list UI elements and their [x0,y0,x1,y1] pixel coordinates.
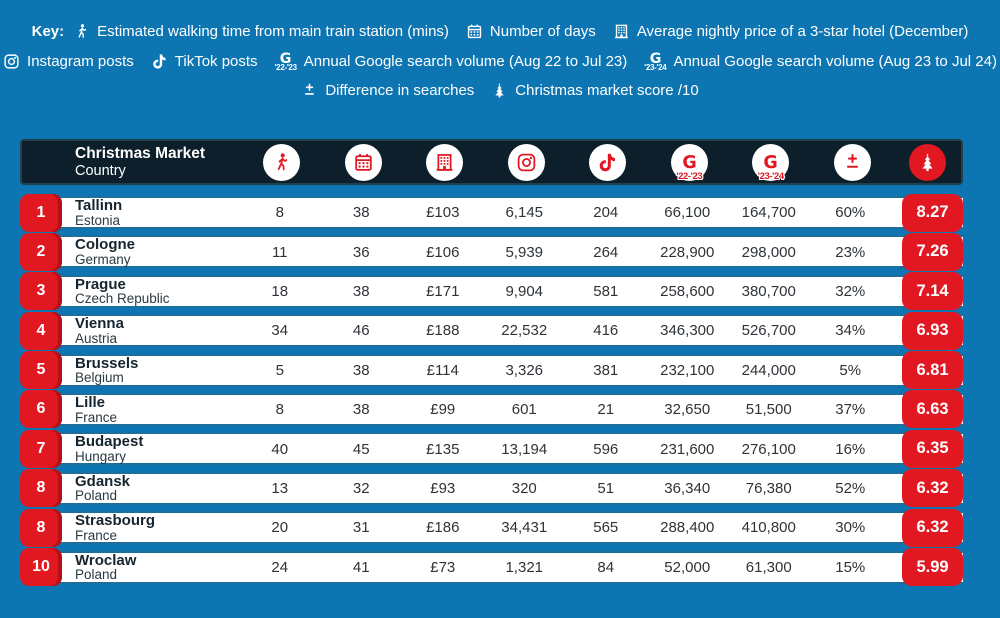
column-header-google [730,144,812,181]
table-row [30,196,963,229]
cell-diff: 32% [835,283,866,301]
column-header-tree [893,144,961,181]
key-item [275,50,628,72]
header-icon-circle [508,144,545,181]
cell-search_23_24: 51,500 [745,401,792,419]
cell-search_22_23: 288,400 [660,519,715,537]
cell-tiktok: 565 [593,519,619,537]
cell-walk: 18 [271,283,289,301]
cell-search_22_23: 52,000 [664,558,711,576]
cell-walk: 40 [271,440,289,458]
walk-icon [73,23,90,40]
cell-tiktok: 204 [593,204,619,222]
hotel-icon [613,23,630,40]
key-item [151,53,258,70]
cell-instagram: 34,431 [501,519,548,537]
table-header-title [22,145,241,179]
country-name: Estonia [75,212,121,228]
cell-walk: 8 [275,401,284,419]
cell-search_22_23: 346,300 [660,322,715,340]
rank-badge: 7 [20,430,62,468]
header-icon-circle [589,144,626,181]
country-name: Belgium [75,370,124,386]
table-row [30,432,963,465]
cell-search_23_24: 61,300 [745,558,792,576]
key-item-text: Average nightly price of a 3-star hotel (December) [636,23,969,40]
tiktok-icon [151,53,168,70]
cell-instagram: 13,194 [501,440,548,458]
cell-price: £186 [426,519,460,537]
cell-diff: 30% [835,519,866,537]
key-item-text: Annual Google search volume (Aug 22 to Jul 23) [303,52,628,70]
table-row [30,354,963,387]
city-name: Gdansk [75,472,131,490]
cell-tiktok: 416 [593,322,619,340]
city-name: Budapest [75,433,144,451]
cell-diff: 60% [835,204,866,222]
city-name: Tallinn [75,197,123,214]
city-name: Cologne [75,236,135,254]
key-item [301,82,474,99]
key-item [466,23,596,40]
table-header-row [20,139,963,185]
cell-price: £171 [426,283,460,301]
cell-instagram: 1,321 [505,558,544,576]
cell-days: 38 [352,283,370,301]
ranking-table [20,139,963,590]
score-badge: 7.26 [902,233,963,271]
google-icon: '23-'24 [760,152,781,173]
city-name: Lille [75,393,106,411]
cell-tiktok: 51 [597,480,615,498]
plus-minus-icon [301,82,318,99]
score-badge: 8.27 [902,194,963,232]
cell-price: £135 [426,440,460,458]
key-line [3,50,997,72]
tree-icon [917,152,938,173]
cell-search_22_23: 228,900 [660,243,715,261]
hotel-icon [434,152,455,173]
column-header-calendar [323,144,405,181]
instagram-icon [516,152,537,173]
table-row [30,472,963,505]
table-row [30,314,963,347]
cell-days: 38 [352,204,370,222]
header-icon-circle [671,144,708,181]
column-header-google [649,144,731,181]
cell-search_22_23: 66,100 [664,204,711,222]
cell-search_23_24: 410,800 [741,519,796,537]
cell-diff: 34% [835,322,866,340]
cell-tiktok: 581 [593,283,619,301]
cell-price: £103 [426,204,460,222]
table-row [30,511,963,544]
rank-badge: 8 [20,469,62,507]
country-name: Hungary [75,448,127,464]
cell-tiktok: 21 [597,401,615,419]
google-icon: '22-'23 [679,152,700,173]
cell-tiktok: 264 [593,243,619,261]
google-icon: '22-'23 [275,50,297,72]
key-label: Key: [31,23,65,40]
key-legend [0,23,1000,99]
column-header-instagram [486,144,568,181]
header-icon-circle [834,144,871,181]
city-name: Wroclaw [75,551,137,569]
cell-days: 38 [352,361,370,379]
key-item-text: Number of days [489,23,596,40]
walk-icon [271,152,292,173]
country-name: Poland [75,567,118,583]
city-name: Prague [75,275,126,293]
cell-price: £99 [430,401,456,419]
country-name: France [75,409,118,425]
cell-tiktok: 84 [597,558,615,576]
cell-walk: 24 [271,558,289,576]
table-row [30,551,963,584]
calendar-icon [353,152,374,173]
cell-days: 41 [352,558,370,576]
tiktok-icon [597,152,618,173]
cell-search_22_23: 36,340 [664,480,711,498]
rank-badge: 5 [20,351,62,389]
cell-instagram: 320 [511,480,537,498]
instagram-icon [3,53,20,70]
table-row [30,275,963,308]
country-name: France [75,527,118,543]
cell-days: 45 [352,440,370,458]
country-name: Germany [75,251,131,267]
rank-badge: 2 [20,233,62,271]
score-badge: 6.32 [902,509,963,547]
key-item [613,23,969,40]
cell-search_23_24: 276,100 [741,440,796,458]
header-title-line2: Country [75,162,126,179]
score-badge: 6.35 [902,430,963,468]
cell-diff: 5% [839,361,862,379]
cell-walk: 11 [271,243,288,261]
cell-search_23_24: 380,700 [741,283,796,301]
header-icon-circle [426,144,463,181]
cell-instagram: 6,145 [505,204,544,222]
key-item-text: Difference in searches [325,82,475,99]
key-item [644,50,997,72]
plus-minus-icon [842,152,863,173]
rank-badge: 8 [20,509,62,547]
cell-days: 32 [352,480,370,498]
cell-diff: 16% [835,440,866,458]
cell-search_23_24: 298,000 [741,243,796,261]
cell-instagram: 22,532 [501,322,548,340]
tree-icon [491,82,508,99]
header-icon-circle [909,144,946,181]
cell-tiktok: 381 [593,361,619,379]
rank-badge: 6 [20,390,62,428]
cell-walk: 8 [275,204,284,222]
cell-price: £73 [430,558,456,576]
calendar-icon [466,23,483,40]
cell-search_22_23: 231,600 [660,440,715,458]
cell-days: 31 [352,519,370,537]
key-item-text: Estimated walking time from main train station (mins) [97,23,449,40]
key-item [491,82,698,99]
cell-diff: 52% [835,480,866,498]
cell-search_23_24: 76,380 [745,480,792,498]
column-header-tiktok [567,144,649,181]
header-icon-circle [752,144,789,181]
cell-walk: 13 [271,480,289,498]
cell-days: 36 [352,243,370,261]
rank-badge: 10 [20,548,62,586]
google-icon: '23-'24 [644,50,666,72]
column-header-plus-minus [812,144,894,181]
rank-badge: 4 [20,312,62,350]
cell-search_22_23: 232,100 [660,361,715,379]
cell-days: 38 [352,401,370,419]
key-item-text: Annual Google search volume (Aug 23 to Jul 24) [673,52,997,70]
cell-diff: 15% [835,558,866,576]
cell-search_22_23: 258,600 [660,283,715,301]
key-item [3,53,134,70]
table-row [30,393,963,426]
cell-instagram: 9,904 [505,283,544,301]
cell-search_23_24: 164,700 [741,204,796,222]
score-badge: 6.81 [902,351,963,389]
cell-search_23_24: 244,000 [741,361,796,379]
cell-search_23_24: 526,700 [741,322,796,340]
score-badge: 5.99 [902,548,963,586]
key-item [73,23,449,40]
cell-search_22_23: 32,650 [664,401,711,419]
table-body [30,196,963,584]
cell-instagram: 3,326 [505,361,544,379]
cell-price: £93 [430,480,456,498]
rank-badge: 1 [20,194,62,232]
country-name: Czech Republic [75,291,170,307]
cell-price: £106 [426,243,460,261]
key-item-text: Christmas market score /10 [515,82,699,99]
cell-price: £114 [426,361,459,379]
cell-walk: 34 [271,322,289,340]
cell-price: £188 [426,322,460,340]
score-badge: 6.32 [902,469,963,507]
table-row [30,235,963,268]
header-icon-circle [345,144,382,181]
score-badge: 6.93 [902,312,963,350]
column-header-hotel [404,144,486,181]
rank-badge: 3 [20,272,62,310]
column-header-walk [241,144,323,181]
city-name: Strasbourg [75,512,156,530]
cell-instagram: 601 [511,401,537,419]
city-name: Brussels [75,354,139,372]
key-item-text: Instagram posts [27,52,134,70]
cell-instagram: 5,939 [505,243,544,261]
key-item-text: TikTok posts [174,52,258,70]
cell-days: 46 [352,322,370,340]
score-badge: 7.14 [902,272,963,310]
header-icon-circle [263,144,300,181]
city-name: Vienna [75,315,124,333]
score-badge: 6.63 [902,390,963,428]
header-title-line1: Christmas Market [75,145,206,163]
key-line [32,23,969,40]
cell-tiktok: 596 [593,440,619,458]
cell-walk: 20 [271,519,289,537]
cell-diff: 37% [835,401,866,419]
country-name: Austria [75,330,118,346]
country-name: Poland [75,488,118,504]
cell-diff: 23% [835,243,866,261]
cell-walk: 5 [275,361,284,379]
key-line [301,82,698,99]
